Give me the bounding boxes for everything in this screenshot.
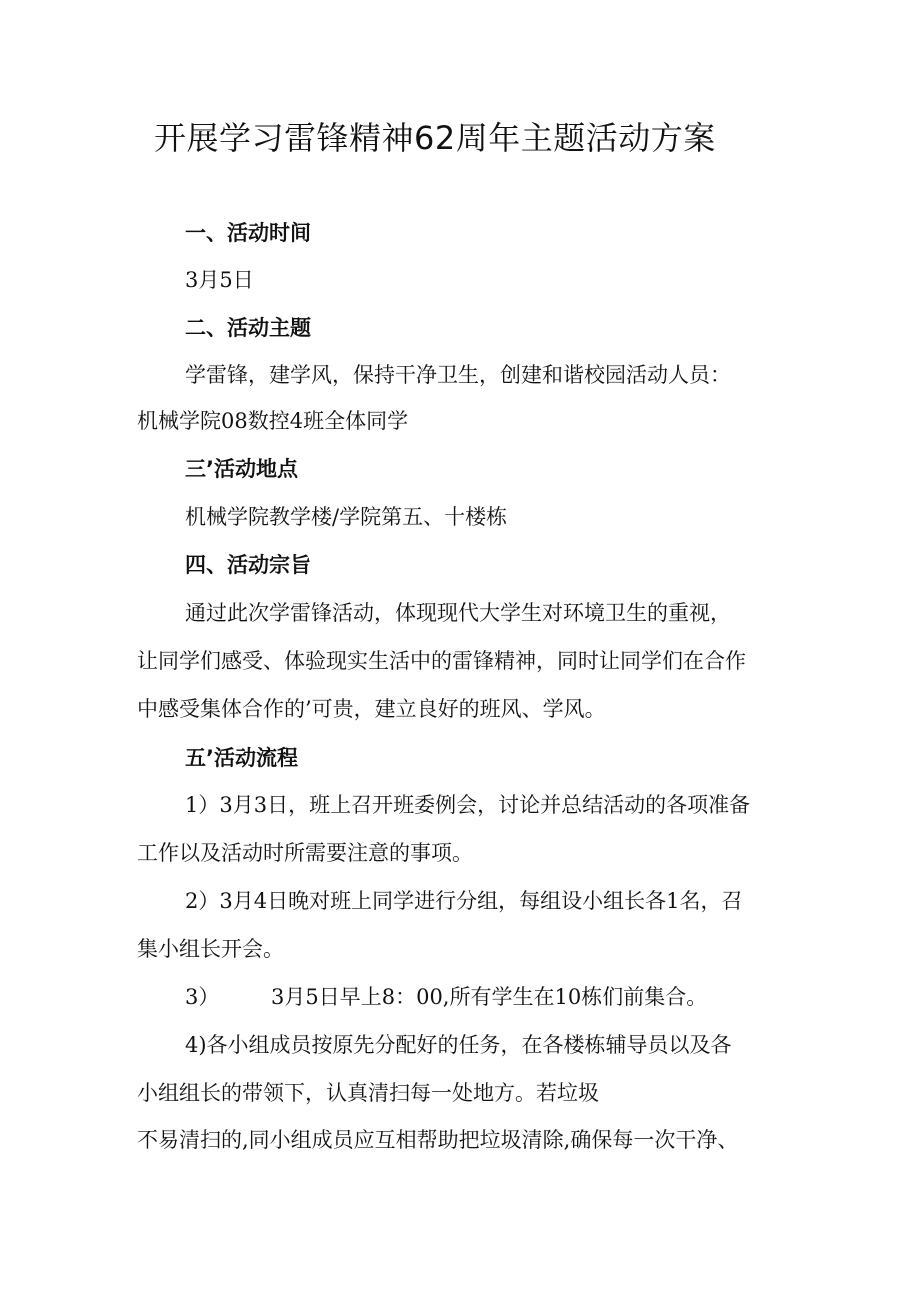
section-heading-time: 一、活动时间 bbox=[185, 221, 311, 245]
theme-text-line-2: 机械学院08数控4班全体同学 bbox=[137, 409, 409, 433]
purpose-text-line-3: 中感受集体合作的’可贵，建立良好的班风、学风。 bbox=[137, 697, 606, 721]
section-heading-theme: 二、活动主题 bbox=[185, 316, 311, 340]
process-step-2-line-1: 2）3月4日晚对班上同学进行分组，每组设小组长各1名，召 bbox=[185, 889, 743, 913]
activity-time-text: 3月5日 bbox=[185, 268, 254, 292]
process-step-2-line-2: 集小组长开会。 bbox=[137, 937, 284, 961]
process-step-3-number: 3） bbox=[185, 985, 220, 1009]
process-step-4-line-3: 不易清扫的,同小组成员应互相帮助把垃圾清除,确保每一次干净、 bbox=[137, 1128, 739, 1152]
process-step-1-line-2: 工作以及活动时所需要注意的事项。 bbox=[137, 841, 473, 865]
section-heading-purpose: 四、活动宗旨 bbox=[185, 553, 311, 577]
purpose-text-line-1: 通过此次学雷锋活动，体现现代大学生对环境卫生的重视， bbox=[185, 601, 731, 625]
theme-text-line-1: 学雷锋，建学风，保持干净卫生，创建和谐校园活动人员： bbox=[185, 363, 731, 387]
section-heading-location: 三’活动地点 bbox=[185, 457, 298, 481]
process-step-1-line-1: 1）3月3日，班上召开班委例会，讨论并总结活动的各项准备 bbox=[185, 793, 751, 817]
process-step-4-line-1: 4)各小组成员按原先分配好的任务，在各楼栋辅导员以及各 bbox=[185, 1033, 732, 1057]
section-heading-process: 五’活动流程 bbox=[185, 746, 298, 770]
process-step-4-line-2: 小组组长的带领下，认真清扫每一处地方。若垃圾 bbox=[137, 1081, 599, 1105]
purpose-text-line-2: 让同学们感受、体验现实生活中的雷锋精神，同时让同学们在合作 bbox=[137, 649, 746, 673]
process-step-3 bbox=[185, 982, 707, 1012]
document-title: 开展学习雷锋精神62周年主题活动方案 bbox=[154, 119, 716, 157]
location-text: 机械学院教学楼/学院第五、十楼栋 bbox=[185, 505, 508, 529]
process-step-3-text: 3月5日早上8：00,所有学生在10栋们前集合。 bbox=[271, 985, 708, 1009]
